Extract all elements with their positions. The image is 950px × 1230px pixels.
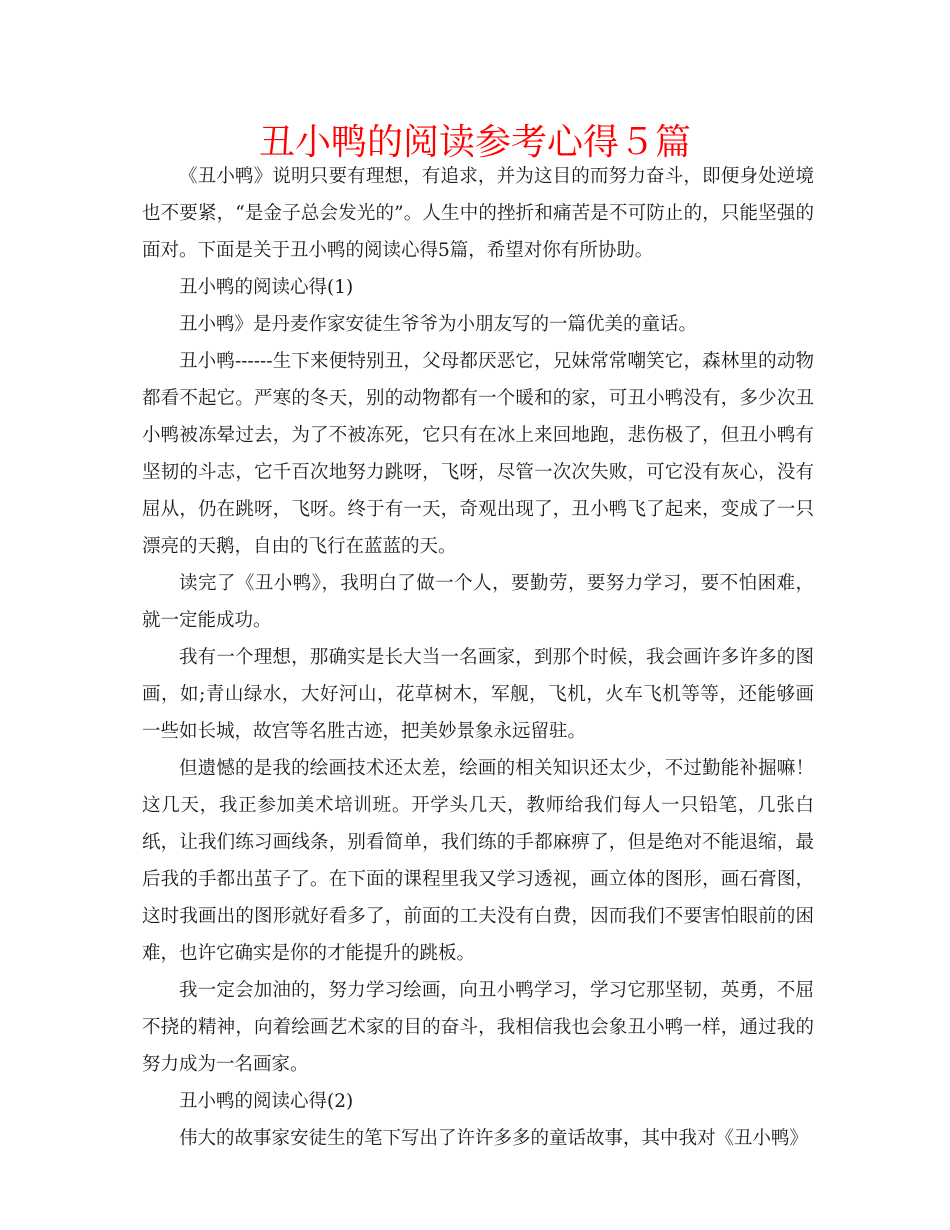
paragraph: 丑小鸭》是丹麦作家安徒生爷爷为小朋友写的一篇优美的童话。 (179, 314, 698, 335)
paragraph-intro: 《丑小鸭》说明只要有理想，有追求，并为这目的而努力奋斗，即便身处逆境也不要紧，“是金子总会发光的”。人生中的挫折和痛苦是不可防止的，只能坚强的面对。下面是关于丑小鸭的阅读心得5篇，希望对你有所协助。 (142, 166, 814, 261)
section-heading-1: 丑小鸭的阅读心得(1) (179, 277, 354, 298)
paragraph: 丑小鸭------生下来便特别丑，父母都厌恶它，兄妹常常嘲笑它，森林里的动物都看不起它。严寒的冬天，别的动物都有一个暖和的家，可丑小鸭没有，多少次丑小鸭被冻晕过去，为了不被冻死，它只有在冰上来回地跑，悲伤极了，但丑小鸭有坚韧的斗志，它千百次地努力跳呀，飞呀，尽管一次次失败，可它没有灰心，没有屈从，仍在跳呀，飞呀。终于有一天，奇观出现了，丑小鸭飞了起来，变成了一只漂亮的天鹅，自由的飞行在蓝蓝的天。 (142, 351, 814, 557)
document-body (142, 158, 814, 1157)
paragraph: 但遗憾的是我的绘画技术还太差，绘画的相关知识还太少，不过勤能补掘嘛！这几天，我正参加美术培训班。开学头几天，教师给我们每人一只铅笔，几张白纸，让我们练习画线条，别看简单，我们练的手都麻痹了，但是绝对不能退缩，最后我的手都出茧子了。在下面的课程里我又学习透视，画立体的图形，画石膏图，这时我画出的图形就好看多了，前面的工夫没有白费，因而我们不要害怕眼前的困难，也许它确实是你的才能提升的跳板。 (142, 758, 814, 964)
paragraph: 伟大的故事家安徒生的笔下写出了许许多多的童话故事，其中我对《丑小鸭》 (179, 1128, 809, 1149)
paragraph: 读完了《丑小鸭》，我明白了做一个人，要勤劳，要努力学习，要不怕困难，就一定能成功。 (142, 573, 814, 631)
document-title: 丑小鸭的阅读参考心得５篇 (258, 122, 691, 163)
paragraph: 我有一个理想，那确实是长大当一名画家，到那个时候，我会画许多许多的图画，如;青山绿水，大好河山，花草树木，军舰，飞机，火车飞机等等，还能够画一些如长城，故宫等名胜古迹，把美妙景象永远留驻。 (142, 647, 814, 742)
section-heading-2: 丑小鸭的阅读心得(2) (179, 1091, 354, 1112)
paragraph: 我一定会加油的，努力学习绘画，向丑小鸭学习，学习它那坚韧，英勇，不屈不挠的精神，向着绘画艺术家的目的奋斗，我相信我也会象丑小鸭一样，通过我的努力成为一名画家。 (142, 980, 814, 1075)
